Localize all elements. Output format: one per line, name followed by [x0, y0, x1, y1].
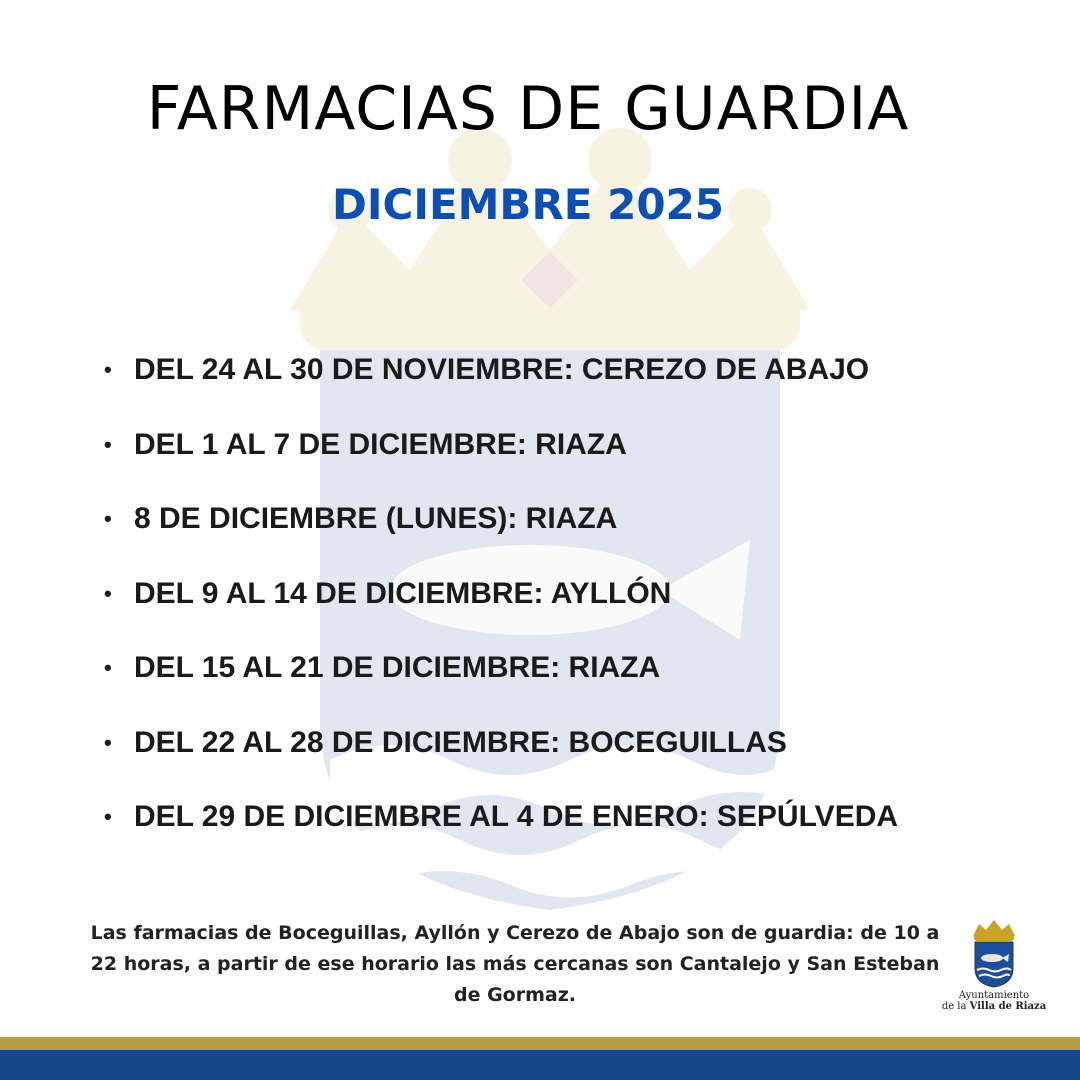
logo-text-line1: Ayuntamiento — [958, 990, 1030, 1001]
schedule-item — [100, 797, 898, 872]
bullet-icon: • — [104, 729, 112, 755]
bullet-icon: • — [104, 357, 112, 382]
schedule-item-text: DEL 24 AL 30 DE NOVIEMBRE: CEREZO DE ABAJO — [134, 353, 870, 386]
schedule-item — [100, 648, 898, 723]
schedule-item — [100, 723, 898, 798]
schedule-item-text: DEL 9 AL 14 DE DICIEMBRE: AYLLÓN — [134, 576, 672, 610]
schedule-item-text: DEL 29 DE DICIEMBRE AL 4 DE ENERO: SEPÚLVEDA — [134, 800, 899, 833]
month-subtitle: DICIEMBRE 2025 — [332, 180, 724, 229]
logo-text-prefix: de la — [941, 1001, 970, 1012]
schedule-item-text: DEL 22 AL 28 DE DICIEMBRE: BOCEGUILLAS — [134, 725, 787, 759]
schedule-item — [100, 499, 898, 574]
schedule-item-text: 8 DE DICIEMBRE (LUNES): RIAZA — [134, 502, 618, 535]
coat-of-arms-icon — [969, 918, 1019, 988]
bullet-icon: • — [104, 655, 112, 680]
schedule-item — [100, 425, 898, 500]
schedule-item-text: DEL 15 AL 21 DE DICIEMBRE: RIAZA — [134, 651, 661, 684]
logo-text-town: Villa de Riaza — [969, 1001, 1047, 1012]
footer-blue-stripe — [0, 1050, 1080, 1080]
logo-text-line2 — [930, 1001, 1058, 1012]
bullet-icon: • — [104, 506, 112, 531]
bullet-icon: • — [104, 580, 112, 606]
footer-gold-stripe — [0, 1037, 1080, 1050]
page-title: FARMACIAS DE GUARDIA — [146, 74, 910, 144]
bullet-icon: • — [104, 431, 112, 457]
schedule-item — [100, 350, 898, 425]
footnote-hours: Las farmacias de Boceguillas, Ayllón y Cerezo de Abajo son de guardia: de 10 a 22 horas, a partir de ese horario las más cercanas son Cantalejo y San Esteban de Gormaz. — [90, 922, 940, 1006]
bullet-icon: • — [104, 804, 112, 829]
schedule-item-text: DEL 1 AL 7 DE DICIEMBRE: RIAZA — [134, 427, 627, 461]
on-duty-schedule-list — [100, 350, 898, 872]
town-hall-logo — [930, 918, 1058, 1028]
schedule-item — [100, 574, 898, 649]
